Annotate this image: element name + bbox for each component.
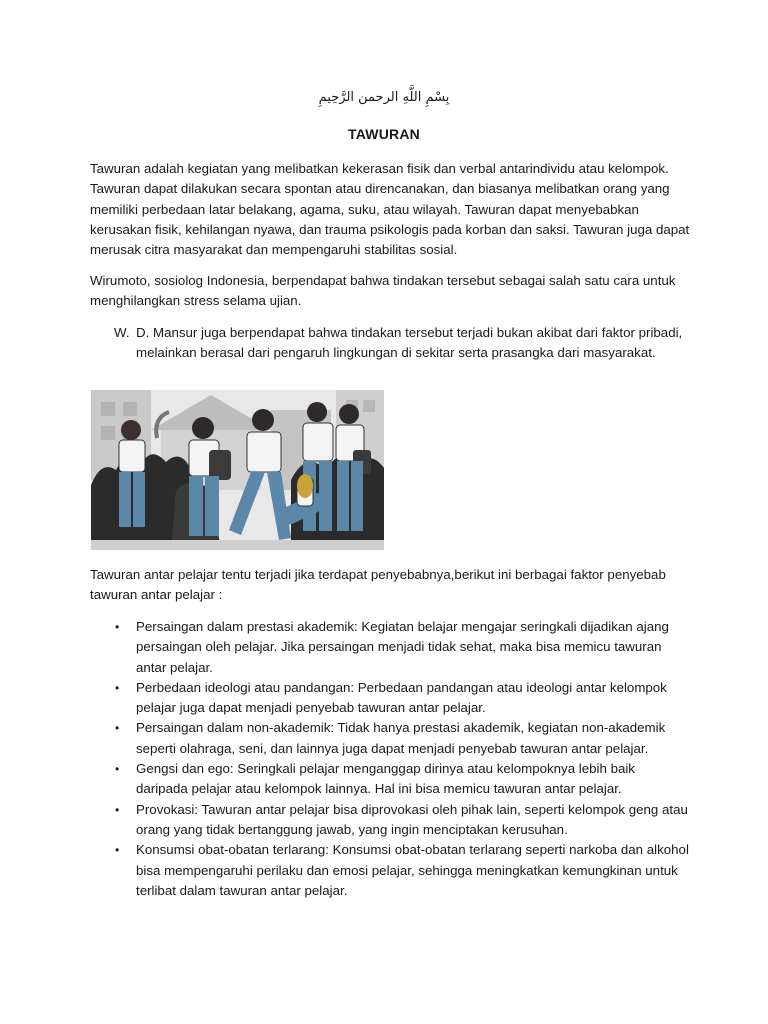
bullet-icon: • <box>115 762 120 777</box>
list-item <box>90 678 690 719</box>
list-item <box>90 617 690 678</box>
bullet-icon: • <box>115 843 120 858</box>
bullet-icon: • <box>115 721 120 736</box>
bullet-icon: • <box>115 802 120 817</box>
factor-text: Provokasi: Tawuran antar pelajar bisa diprovokasi oleh pihak lain, seperti kelompok geng atau orang yang tidak bertanggung jawab, yang ingin menciptakan kerusuhan. <box>136 801 688 837</box>
factor-text: Perbedaan ideologi atau pandangan: Perbedaan pandangan atau ideologi antar kelompok pelajar juga dapat menjadi penyebab tawuran antar pelajar. <box>136 679 667 716</box>
list-item <box>90 840 690 901</box>
list-item <box>90 759 690 800</box>
paragraph-definition: Tawuran adalah kegiatan yang melibatkan kekerasan fisik dan verbal antarindividu atau kelompok. Tawuran dapat dilakukan secara spontan atau direncanakan, dan biasanya melibatkan orang yang memiliki perbedaan latar belakang, agama, suku, atau wilayah. Tawuran dapat menyebabkan kerusakan fisik, kehilangan nyawa, dan trauma psikologis pada korban dan saksi. Tawuran juga dapat merusak citra masyarakat dan mempengaruhi stabilitas sosial. <box>90 161 690 258</box>
factor-text: Persaingan dalam prestasi akademik: Kegiatan belajar mengajar seringkali dijadikan ajang persaingan oleh pelajar. Jika persaingan menjadi tidak sehat, maka bisa memicu tawuran antar pelajar. <box>136 619 669 675</box>
document-title: TAWURAN <box>348 126 420 142</box>
factor-text: Gengsi dan ego: Seringkali pelajar menganggap dirinya atau kelompoknya lebih baik daripada pelajar atau kelompok lainnya. Hal ini bisa memicu tawuran antar pelajar. <box>136 761 635 797</box>
factor-text: Konsumsi obat-obatan terlarang: Konsumsi obat-obatan terlarang seperti narkoba dan alkohol bisa mempengaruhi perilaku dan emosi pelajar, sehingga meningkatkan kemungkinan untuk terlibat dalam tawuran antar pelajar. <box>136 842 689 898</box>
factor-list <box>90 617 690 901</box>
factor-text: Persaingan dalam non-akademik: Tidak hanya prestasi akademik, kegiatan non-akademik seperti olahraga, seni, dan lainnya juga dapat menjadi penyebab tawuran antar pelajar. <box>136 720 666 756</box>
bullet-icon: • <box>115 680 120 695</box>
list-item <box>90 800 690 841</box>
paragraph-mansur-text: D. Mansur juga berpendapat bahwa tindakan tersebut terjadi bukan akibat dari faktor pribadi, melainkan berasal dari pengaruh lingkungan di sekitar serta prasangka dari masyarakat. <box>136 325 683 361</box>
bullet-icon: • <box>115 620 120 634</box>
basmala: بِسْمِ اللَّهِ الرحمن الرَّحِيمِ <box>318 90 450 105</box>
list-marker: W. <box>114 325 130 340</box>
list-item <box>90 718 690 759</box>
paragraph-causes-intro: Tawuran antar pelajar tentu terjadi jika terdapat penyebabnya,berikut ini berbagai faktor penyebab tawuran antar pelajar : <box>90 567 666 603</box>
student-brawl-illustration <box>91 390 384 550</box>
paragraph-wirumoto: Wirumoto, sosiolog Indonesia, berpendapat bahwa tindakan tersebut sebagai salah satu cara untuk menghilangkan stress selama ujian. <box>90 273 676 309</box>
